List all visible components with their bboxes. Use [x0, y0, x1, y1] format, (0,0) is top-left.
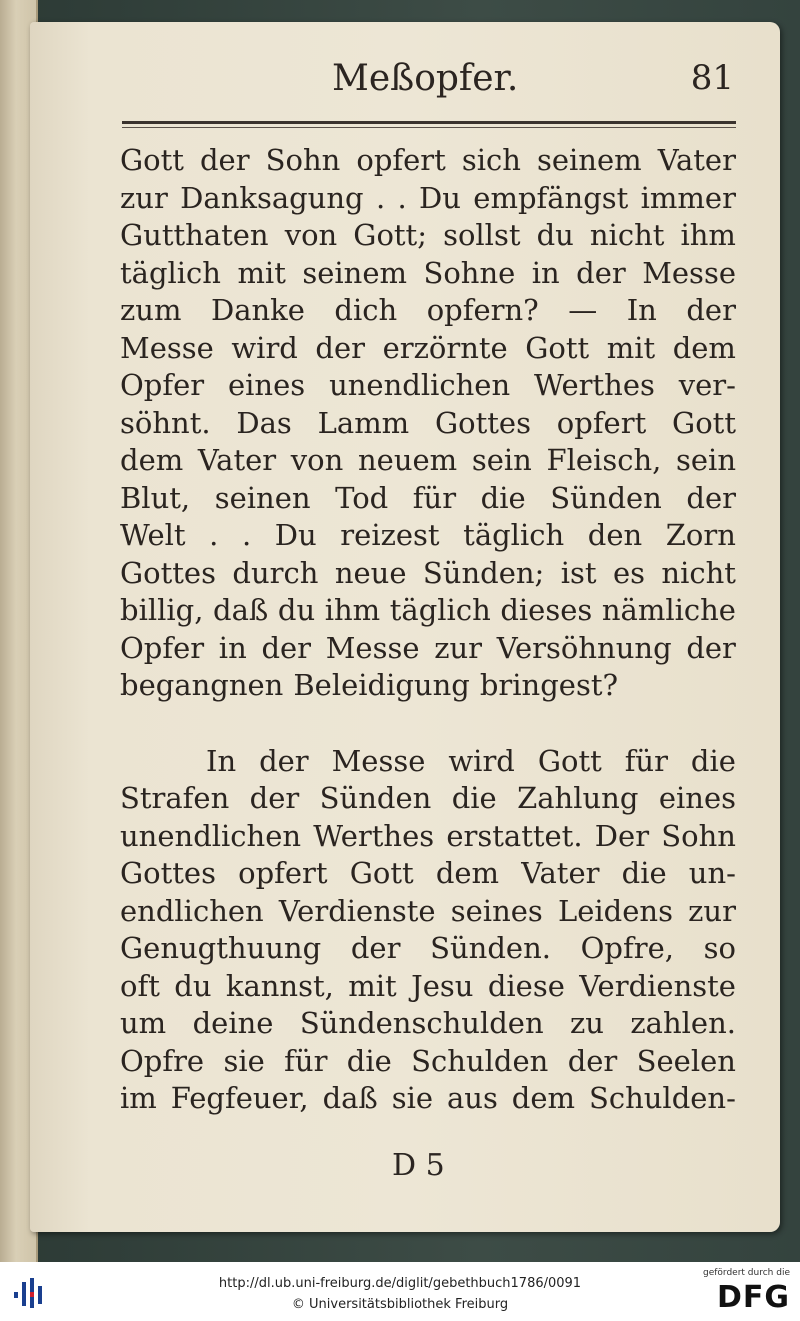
- word: sie: [223, 1043, 265, 1078]
- text-line: [120, 780, 736, 818]
- word: Sünden;: [422, 555, 545, 590]
- text-line: [120, 555, 736, 593]
- word: Versöhnung: [496, 630, 672, 665]
- word: Lamm: [317, 405, 410, 440]
- word: Gottes: [120, 555, 216, 590]
- word: die: [690, 743, 736, 778]
- word: nicht: [589, 218, 665, 252]
- word: mit: [606, 330, 656, 365]
- word: der: [576, 255, 626, 290]
- word: Gottes: [435, 405, 531, 440]
- word: Messe: [331, 743, 426, 778]
- word: Gott: [672, 405, 736, 440]
- word: Gott: [349, 856, 414, 890]
- word: .: [209, 518, 219, 552]
- word: bringest?: [479, 668, 619, 702]
- word: Verdienste: [579, 968, 736, 1003]
- word: In: [626, 293, 657, 327]
- text-line: [120, 217, 736, 255]
- word: Gott: [120, 143, 184, 177]
- word: für: [624, 743, 668, 778]
- word: Du: [274, 518, 317, 552]
- word: Vater: [657, 143, 736, 177]
- word: Sünden: [319, 781, 432, 815]
- text-line: [120, 1080, 736, 1118]
- word: sich: [461, 143, 521, 177]
- word: Opfre,: [580, 931, 674, 965]
- word: sein: [471, 443, 532, 477]
- word: täglich: [389, 593, 491, 627]
- word: in: [218, 630, 247, 665]
- word: von: [284, 218, 338, 252]
- text-line: [120, 142, 736, 180]
- word: opfert: [556, 405, 647, 440]
- page-number: 81: [690, 58, 734, 98]
- word: Danke: [210, 293, 305, 327]
- word: mit: [348, 968, 397, 1003]
- word: durch: [232, 555, 319, 590]
- word: Opfer: [120, 630, 205, 665]
- text-line: [120, 743, 736, 781]
- word: der: [686, 630, 736, 665]
- word: so: [703, 931, 736, 965]
- word: für: [284, 1043, 328, 1078]
- word: zur: [688, 893, 736, 928]
- text-line: [120, 592, 736, 630]
- word: neuem: [357, 443, 458, 477]
- word: du: [277, 593, 316, 627]
- text-line: [120, 330, 736, 368]
- word: opfert: [238, 856, 328, 890]
- text-line: [120, 1005, 736, 1043]
- word: eines: [228, 368, 306, 402]
- word: Sünden: [550, 480, 662, 515]
- signature-mark: D 5: [392, 1148, 445, 1183]
- running-title: Meßopfer.: [332, 58, 519, 99]
- word: wird: [448, 743, 515, 778]
- word: Verdienste: [278, 893, 436, 928]
- word: endlichen: [120, 893, 264, 928]
- word: billig,: [120, 593, 204, 627]
- word: .: [375, 180, 386, 215]
- word: seinem: [536, 143, 642, 177]
- text-line: [120, 855, 736, 893]
- word: Blut,: [120, 480, 191, 515]
- word: Leidens: [557, 893, 673, 928]
- viewer-footer: [0, 1262, 800, 1321]
- word: wird: [231, 330, 298, 365]
- text-line: [120, 180, 736, 218]
- word: dem: [511, 1081, 576, 1115]
- word: Werthes: [534, 368, 655, 402]
- word: ihm: [324, 593, 381, 627]
- word: Opfre: [120, 1043, 205, 1078]
- word: Schulden: [411, 1043, 549, 1078]
- word: es: [612, 555, 645, 590]
- word: ver-: [678, 368, 736, 402]
- word: täglich: [120, 255, 221, 290]
- word: der: [686, 293, 736, 327]
- word: der: [315, 330, 366, 365]
- word: sollst: [443, 218, 521, 252]
- paragraph-1: [120, 142, 736, 705]
- word: Jesu: [411, 968, 474, 1003]
- word: Strafen: [120, 781, 230, 815]
- word: Der: [594, 818, 650, 853]
- word: opfern?: [426, 293, 539, 327]
- word: neue: [334, 555, 407, 590]
- word: die: [346, 1043, 392, 1078]
- word: der: [259, 743, 309, 778]
- word: erstattet.: [446, 818, 583, 853]
- text-line: [120, 367, 736, 405]
- text-line: [120, 930, 736, 968]
- page-header: [120, 52, 740, 112]
- word: Messe: [642, 255, 736, 290]
- word: Das: [236, 405, 292, 440]
- word: Danksagung: [180, 180, 364, 215]
- word: aus: [447, 1081, 498, 1115]
- word: Vater: [197, 443, 277, 477]
- word: Messe: [120, 330, 214, 365]
- word: Zahlung: [517, 781, 639, 815]
- word: zur: [434, 630, 483, 665]
- word: um: [120, 1006, 167, 1040]
- word: du: [174, 968, 212, 1003]
- word: eines: [658, 781, 736, 815]
- word: der: [350, 931, 401, 965]
- text-line: [120, 818, 736, 856]
- word: Sohn: [661, 818, 736, 853]
- word: Fleisch,: [546, 443, 662, 477]
- paragraph-2: [120, 743, 736, 1118]
- word: Werthes: [313, 818, 435, 853]
- word: für: [412, 480, 457, 515]
- word: zahlen.: [630, 1006, 736, 1040]
- word: oft: [120, 968, 160, 1003]
- text-line: [120, 405, 736, 443]
- word: empfängst: [473, 180, 629, 215]
- word: Sohn: [265, 143, 341, 177]
- word: —: [568, 293, 598, 327]
- word: der: [249, 781, 300, 815]
- word: dem: [435, 856, 500, 890]
- header-rule: [122, 121, 736, 124]
- word: zu: [570, 1006, 604, 1040]
- text-line: [120, 442, 736, 480]
- body-text: [120, 142, 736, 1118]
- word: täglich: [463, 518, 565, 552]
- word: seinen: [214, 480, 311, 515]
- word: die: [621, 856, 667, 890]
- word: nicht: [661, 555, 736, 590]
- word: Beleidigung: [293, 668, 470, 702]
- word: dem: [120, 443, 184, 477]
- word: im: [120, 1081, 157, 1115]
- word: Opfer: [120, 368, 205, 402]
- text-line: [120, 667, 736, 705]
- word: seinem: [302, 255, 407, 290]
- dfg-logo: DFG: [716, 1280, 790, 1315]
- word: Zorn: [665, 518, 736, 552]
- text-line: [120, 517, 736, 555]
- word: unendlichen: [120, 818, 302, 853]
- word: immer: [640, 180, 736, 215]
- word: Gott: [537, 743, 602, 778]
- word: der: [686, 480, 736, 515]
- word: Schulden-: [588, 1081, 736, 1115]
- word: kannst,: [225, 968, 334, 1003]
- word: Welt: [120, 518, 186, 552]
- word: daß: [322, 1081, 378, 1115]
- word: .: [241, 518, 252, 552]
- word: du: [536, 218, 574, 252]
- word: Sündenschulden: [299, 1006, 544, 1040]
- word: die: [451, 781, 497, 815]
- word: Sünden.: [430, 931, 551, 965]
- word: In: [206, 743, 237, 778]
- text-line: [120, 255, 736, 293]
- word: begangnen: [120, 668, 284, 702]
- paragraph-gap: [120, 705, 736, 743]
- word: Du: [419, 180, 461, 215]
- word: Gutthaten: [120, 218, 269, 252]
- text-line: [120, 630, 736, 668]
- word: Seelen: [636, 1043, 736, 1078]
- word: reizest: [340, 518, 440, 552]
- word: diese: [487, 968, 565, 1003]
- word: der: [261, 630, 312, 665]
- word: un-: [688, 856, 736, 890]
- word: Messe: [325, 630, 420, 665]
- text-line: [120, 968, 736, 1006]
- word: in: [531, 255, 560, 290]
- word: dich: [334, 293, 398, 327]
- word: Genugthuung: [120, 931, 322, 965]
- word: die: [480, 480, 526, 515]
- word: sein: [676, 443, 736, 477]
- word: von: [290, 443, 344, 477]
- word: deine: [192, 1006, 274, 1040]
- text-line: [120, 1043, 736, 1081]
- word: Vater: [521, 856, 600, 890]
- word: Tod: [335, 480, 389, 515]
- word: ihm: [680, 218, 736, 252]
- word: den: [587, 518, 643, 552]
- document-url-link[interactable]: http://dl.ub.uni-freiburg.de/diglit/gebethbuch1786/0091: [218, 1276, 582, 1291]
- word: sie: [391, 1081, 434, 1115]
- word: zum: [120, 293, 182, 327]
- text-line: [120, 292, 736, 330]
- word: zur: [120, 180, 168, 215]
- word: söhnt.: [120, 405, 211, 440]
- text-line: [120, 893, 736, 931]
- copyright-text: © Universitätsbibliothek Freiburg: [291, 1297, 509, 1312]
- word: Sohne: [423, 255, 516, 290]
- dfg-caption: gefördert durch die: [703, 1268, 790, 1278]
- word: der: [199, 143, 250, 177]
- word: Gott: [525, 330, 590, 365]
- text-line: [120, 480, 736, 518]
- word: der: [567, 1043, 618, 1078]
- word: daß: [213, 593, 269, 627]
- word: Gott;: [353, 218, 427, 252]
- word: mit: [237, 255, 286, 290]
- word: dem: [672, 330, 736, 365]
- word: erzörnte: [382, 330, 508, 365]
- word: opfert: [356, 143, 446, 177]
- word: Fegfeuer,: [170, 1081, 309, 1115]
- word: unendlichen: [329, 368, 511, 402]
- word: dieses: [500, 593, 593, 627]
- word: nämliche: [601, 593, 736, 627]
- word: Gottes: [120, 856, 216, 890]
- word: ist: [560, 555, 597, 590]
- header-rule-thin: [122, 127, 736, 128]
- word: seines: [450, 893, 543, 928]
- word: .: [397, 180, 407, 215]
